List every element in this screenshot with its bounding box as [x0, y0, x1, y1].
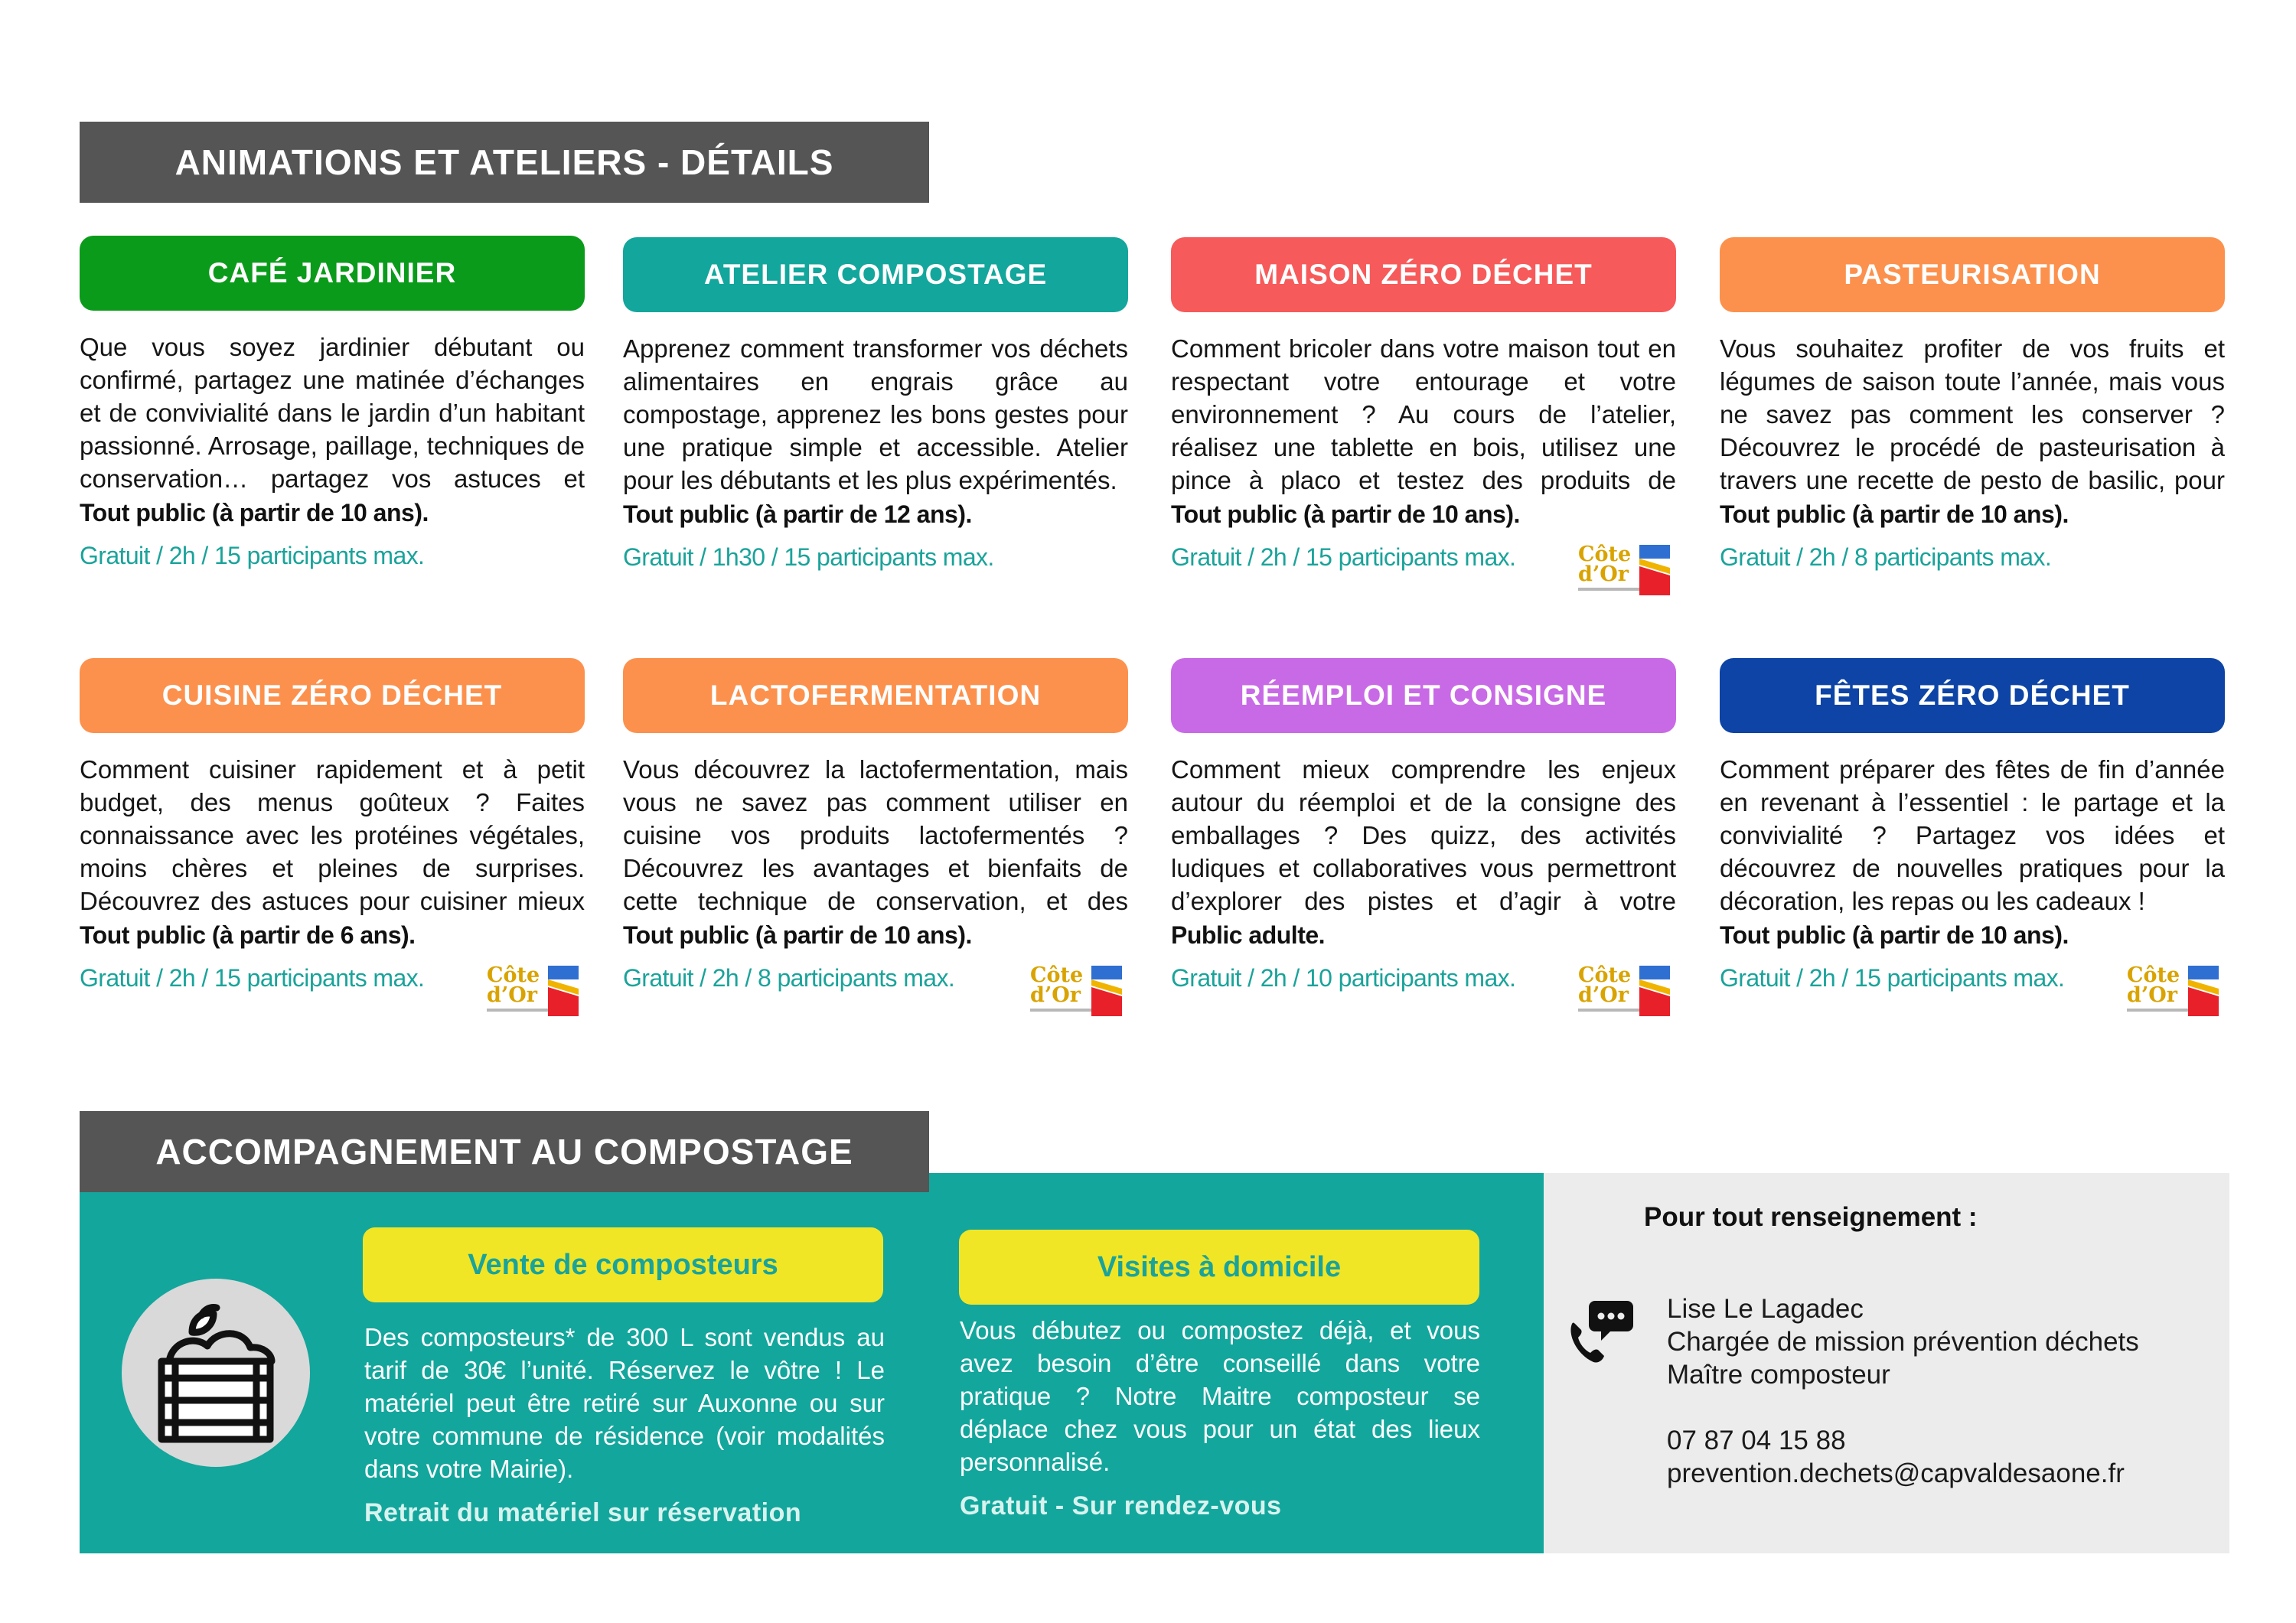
card-header: PASTEURISATION	[1720, 237, 2225, 312]
card-audience: Tout public (à partir de 10 ans).	[1720, 500, 2069, 528]
card-audience: Tout public (à partir de 6 ans).	[80, 921, 416, 949]
contact-title: Pour tout renseignement :	[1644, 1202, 1978, 1232]
card-cafe-jardinier	[80, 236, 585, 571]
card-audience: Tout public (à partir de 10 ans).	[1171, 500, 1520, 528]
cote-dor-logo	[2127, 963, 2219, 1019]
visites-domicile-text: Vous débutez ou compostez déjà, et vous avez besoin d’être conseillé dans votre pratique ? Notre Maitre composteur se déplace chez vous pour un état des lieux personnalisé.	[960, 1316, 1480, 1476]
card-details: Gratuit / 2h / 8 participants max.	[1720, 543, 2052, 571]
composter-illustration	[122, 1279, 310, 1467]
card-description: Que vous soyez jardinier débutant ou confirmé, partagez une matinée d’échanges et de convivialité dans le jardin d’un habitant passionné. Arrosage, paillage, techniques de conservation… partagez vos astuces et	[80, 333, 585, 493]
card-details: Gratuit / 2h / 8 participants max.	[623, 964, 955, 992]
cote-dor-logo-mark	[548, 966, 579, 1016]
card-description: Comment bricoler dans votre maison tout en respectant votre entourage et votre environnement ? Au cours de l’atelier, réalisez une tablette en bois, utilisez une pince à placo et testez des produits de	[1171, 334, 1676, 494]
contact-role-2: Maître composteur	[1667, 1360, 1890, 1390]
card-header: CUISINE ZÉRO DÉCHET	[80, 658, 585, 733]
card-details: Gratuit / 2h / 15 participants max.	[80, 964, 425, 992]
card-audience: Tout public (à partir de 12 ans).	[623, 500, 972, 528]
contact-name: Lise Le Lagadec	[1667, 1294, 1864, 1324]
card-lactofermentation	[623, 658, 1128, 1007]
card-pasteurisation	[1720, 237, 2225, 572]
cote-dor-logo-text: Côte d’Or	[487, 963, 540, 1007]
card-atelier-compostage	[623, 237, 1128, 572]
card-fetes-zero-dechet	[1720, 658, 2225, 1007]
card-details: Gratuit / 2h / 15 participants max.	[1720, 964, 2065, 992]
cote-dor-logo	[487, 963, 579, 1019]
section-title-animations: ANIMATIONS ET ATELIERS - DÉTAILS	[80, 122, 929, 203]
cote-dor-logo-mark	[1639, 545, 1670, 595]
card-details: Gratuit / 2h / 15 participants max.	[1171, 543, 1516, 571]
cote-dor-logo-text: Côte d’Or	[2127, 963, 2180, 1007]
card-header: ATELIER COMPOSTAGE	[623, 237, 1128, 312]
card-audience: Tout public (à partir de 10 ans).	[80, 499, 429, 526]
visites-domicile-header: Visites à domicile	[959, 1230, 1479, 1305]
contact-email[interactable]: prevention.dechets@capvaldesaone.fr	[1667, 1458, 2125, 1488]
card-reemploi-consigne	[1171, 658, 1676, 1007]
card-header: FÊTES ZÉRO DÉCHET	[1720, 658, 2225, 733]
card-description: Comment mieux comprendre les enjeux autour du réemploi et de la consigne des emballages ? Des quizz, des activités ludiques et collaboratives vous permettront d’explorer des pistes et d’agir à votre	[1171, 755, 1676, 915]
card-cuisine-zero-dechet	[80, 658, 585, 1007]
contact-role-1: Chargée de mission prévention déchets	[1667, 1327, 2139, 1357]
card-maison-zero-dechet	[1171, 237, 1676, 586]
card-header: MAISON ZÉRO DÉCHET	[1171, 237, 1676, 312]
vente-composteurs-header: Vente de composteurs	[363, 1227, 883, 1302]
card-header: LACTOFERMENTATION	[623, 658, 1128, 733]
cote-dor-logo-mark	[1639, 966, 1670, 1016]
section-title-compostage: ACCOMPAGNEMENT AU COMPOSTAGE	[80, 1111, 929, 1192]
cote-dor-logo-mark	[1091, 966, 1122, 1016]
vente-composteurs-footnote: Retrait du matériel sur réservation	[364, 1498, 802, 1527]
card-audience: Tout public (à partir de 10 ans).	[623, 921, 972, 949]
composter-icon	[122, 1279, 310, 1467]
cote-dor-logo	[1578, 545, 1670, 598]
card-details: Gratuit / 2h / 10 participants max.	[1171, 964, 1516, 992]
card-details: Gratuit / 2h / 15 participants max.	[80, 542, 425, 569]
cote-dor-logo-mark	[2188, 966, 2219, 1016]
card-description: Vous découvrez la lactofermentation, mais vous ne savez pas comment utiliser en cuisine vos produits lactofermentés ? Découvrez les avantages et bienfaits de cette technique de conservation, et des	[623, 755, 1128, 915]
card-description: Comment cuisiner rapidement et à petit budget, des menus goûteux ? Faites connaissance avec les protéines végétales, moins chères et pleines de surprises. Découvrez des astuces pour cuisiner mieux	[80, 755, 585, 915]
visites-domicile-footnote: Gratuit - Sur rendez-vous	[960, 1491, 1282, 1520]
cote-dor-logo-text: Côte d’Or	[1030, 963, 1084, 1007]
vente-composteurs-text: Des composteurs* de 300 L sont vendus au tarif de 30€ l’unité. Réservez le vôtre ! Le matériel peut être retiré sur Auxonne ou sur votre commune de résidence (voir modalités dans votre Mairie).	[364, 1323, 885, 1483]
cote-dor-logo-text: Côte d’Or	[1578, 543, 1632, 586]
cote-dor-logo	[1030, 963, 1122, 1019]
card-header: CAFÉ JARDINIER	[80, 236, 585, 311]
cote-dor-logo	[1578, 963, 1670, 1019]
card-description: Comment préparer des fêtes de fin d’année en revenant à l’essentiel : le partage et la convivialité ? Partagez vos idées et découvrez de nouvelles pratiques pour la décoration, les repas ou les cadeaux !	[1720, 755, 2225, 915]
card-description: Vous souhaitez profiter de vos fruits et légumes de saison toute l’année, mais vous ne savez pas comment les conserver ? Découvrez le procédé de pasteurisation à travers une recette de pesto de basilic, pour	[1720, 334, 2225, 494]
card-header: RÉEMPLOI ET CONSIGNE	[1171, 658, 1676, 733]
contact-phone[interactable]: 07 87 04 15 88	[1667, 1426, 1846, 1455]
card-audience: Tout public (à partir de 10 ans).	[1720, 921, 2069, 949]
card-details: Gratuit / 1h30 / 15 participants max.	[623, 543, 994, 571]
card-audience: Public adulte.	[1171, 921, 1326, 949]
cote-dor-logo-text: Côte d’Or	[1578, 963, 1632, 1007]
phone-chat-icon	[1564, 1296, 1635, 1367]
card-description: Apprenez comment transformer vos déchets alimentaires en engrais grâce au compostage, apprenez les bons gestes pour une pratique simple et accessible. Atelier pour les débutants et les plus expérimentés.	[623, 334, 1128, 494]
